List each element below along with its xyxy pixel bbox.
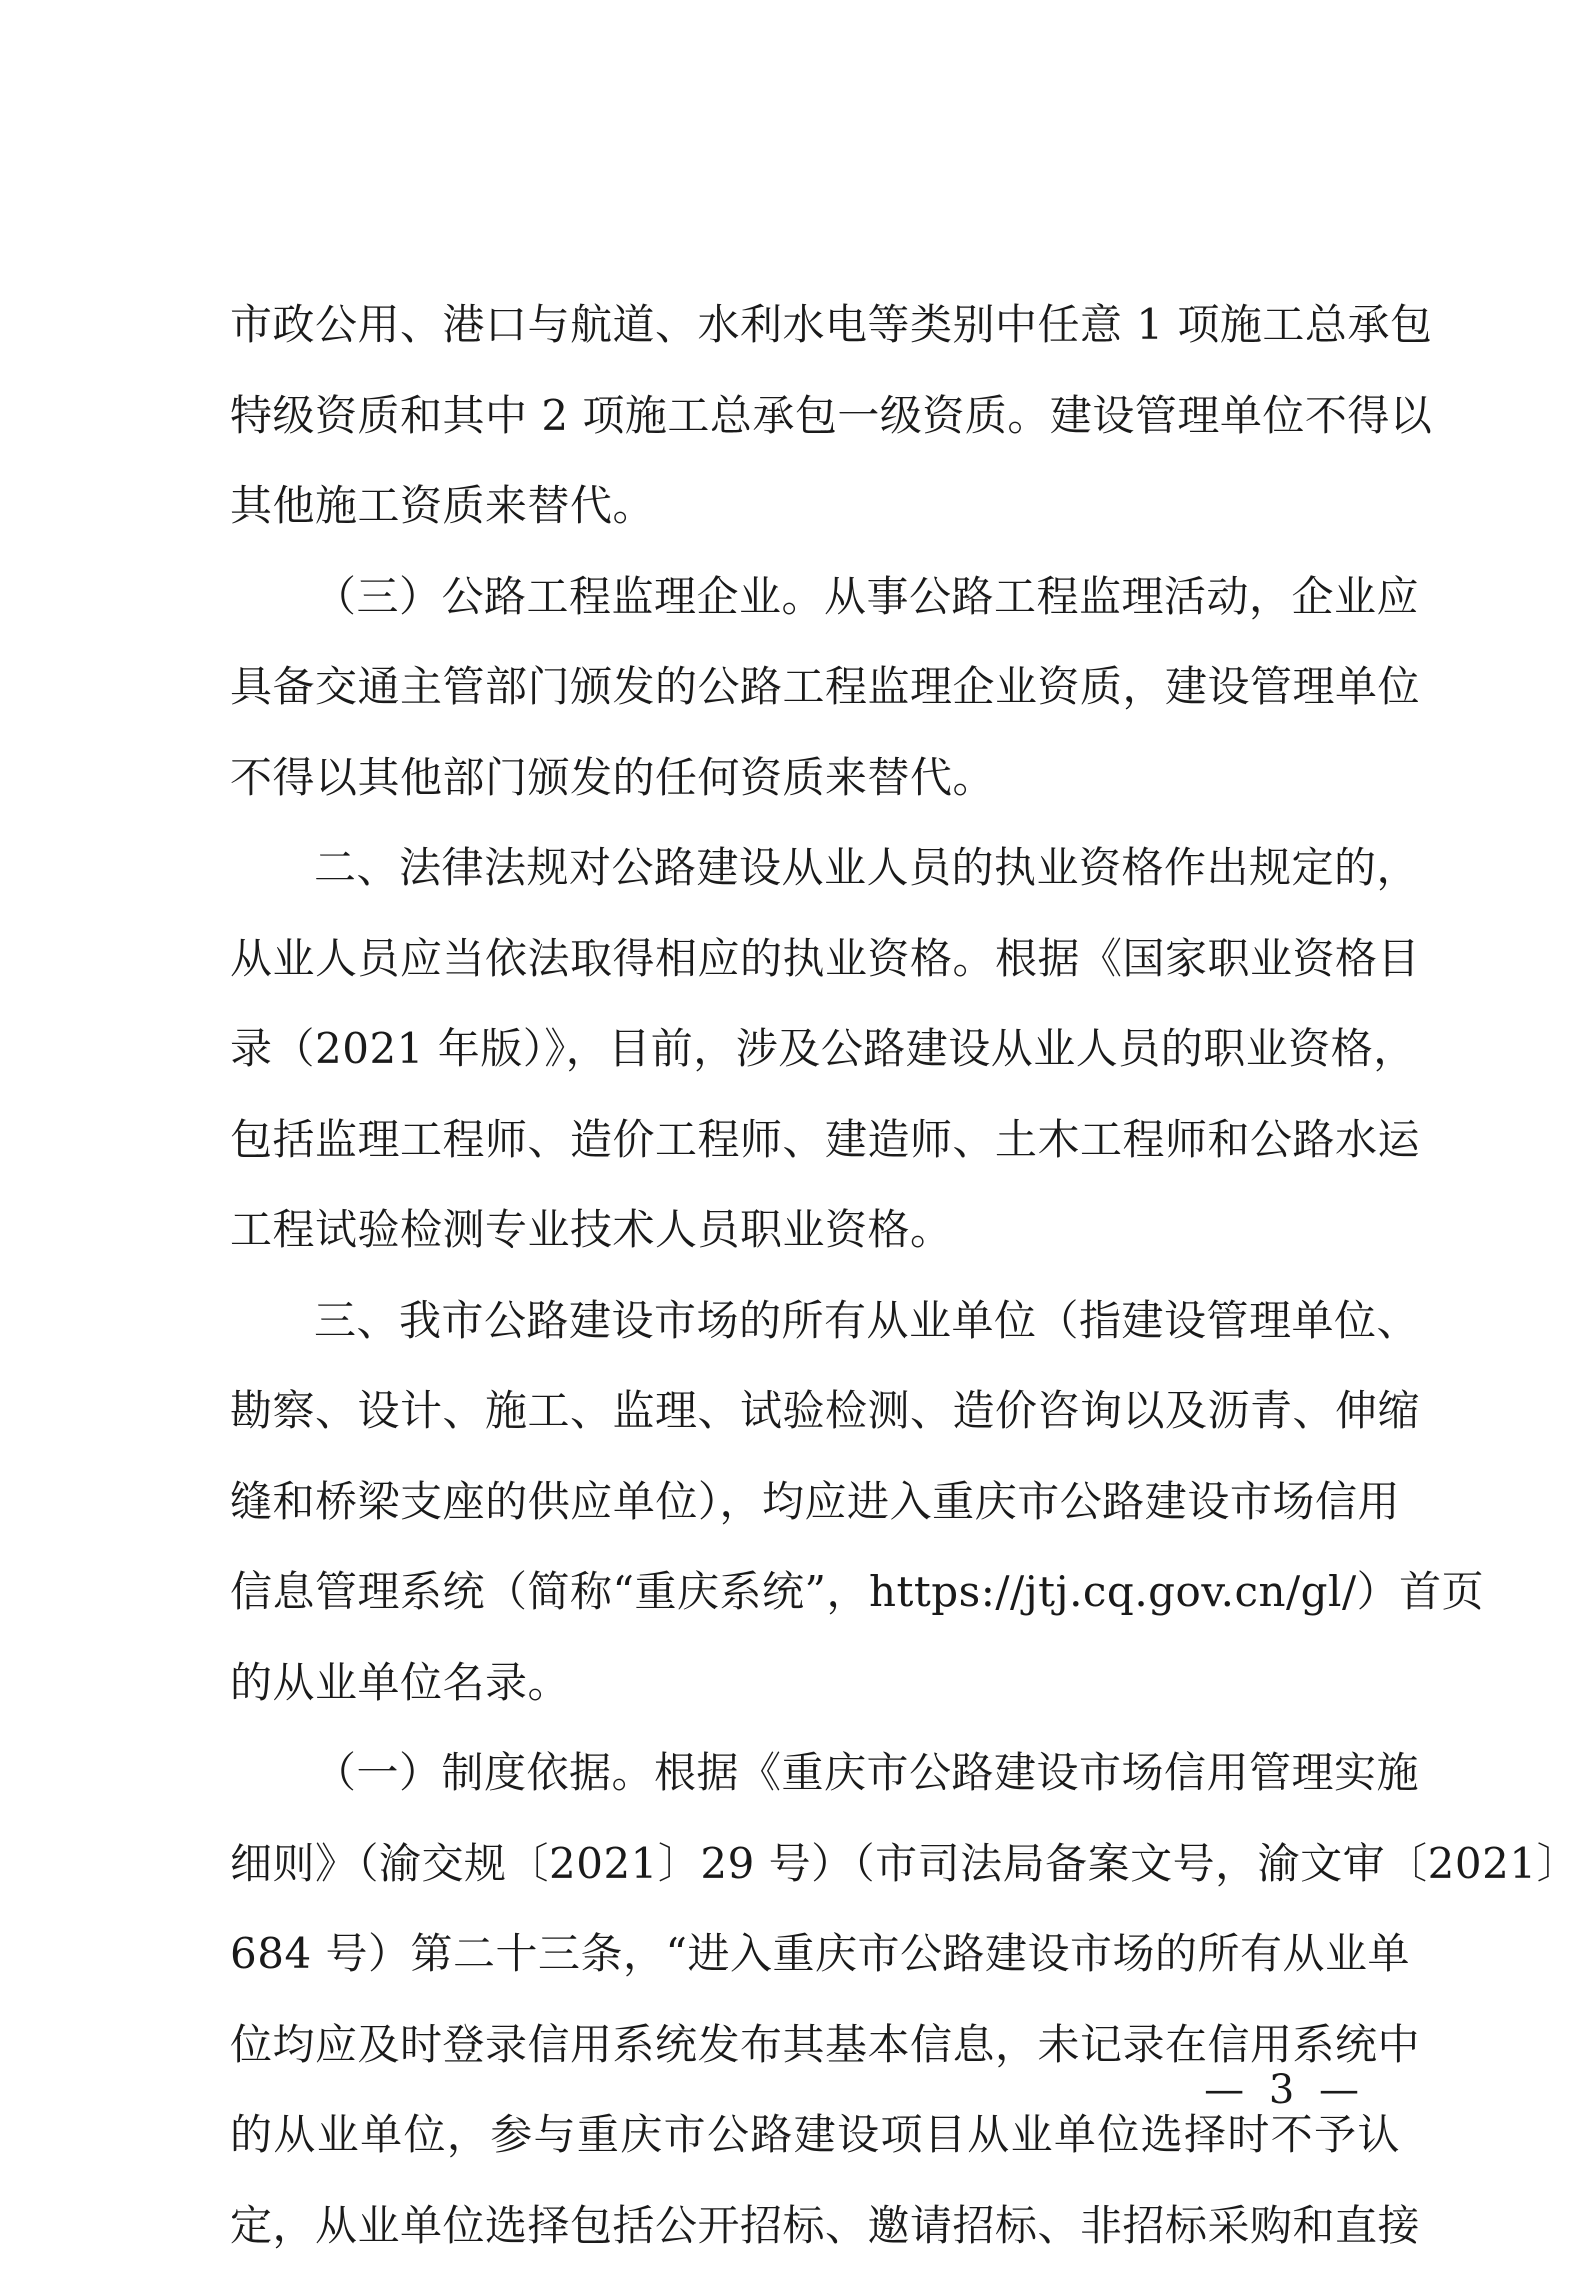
document-body <box>230 280 1400 2271</box>
text-line: 录（2021 年版）》，目前，涉及公路建设从业人员的职业资格， <box>230 1004 1400 1095</box>
text-line: 细则》（渝交规〔2021〕29 号）（市司法局备案文号，渝文审〔2021〕 <box>230 1819 1400 1910</box>
text-line: （一）制度依据。根据《重庆市公路建设市场信用管理实施 <box>230 1728 1400 1819</box>
text-line: 市政公用、港口与航道、水利水电等类别中任意 1 项施工总承包 <box>230 280 1400 371</box>
text-line: 从业人员应当依法取得相应的执业资格。根据《国家职业资格目 <box>230 914 1400 1005</box>
text-line: 勘察、设计、施工、监理、试验检测、造价咨询以及沥青、伸缩 <box>230 1366 1400 1457</box>
text-line: （三）公路工程监理企业。从事公路工程监理活动，企业应 <box>230 552 1400 643</box>
text-line: 信息管理系统（简称“重庆系统”，https://jtj.cq.gov.cn/gl/）首页 <box>230 1547 1400 1638</box>
text-line: 其他施工资质来替代。 <box>230 461 1400 552</box>
paragraph-qualification-continuation <box>230 280 1400 552</box>
paragraph-supervision-enterprise <box>230 552 1400 824</box>
text-line: 特级资质和其中 2 项施工总承包一级资质。建设管理单位不得以 <box>230 371 1400 462</box>
text-line: 定，从业单位选择包括公开招标、邀请招标、非招标采购和直接 <box>230 2181 1400 2271</box>
text-line: 三、我市公路建设市场的所有从业单位（指建设管理单位、 <box>230 1276 1400 1367</box>
paragraph-institutional-basis <box>230 1728 1400 2271</box>
text-line: 缝和桥梁支座的供应单位），均应进入重庆市公路建设市场信用 <box>230 1457 1400 1548</box>
text-line: 不得以其他部门颁发的任何资质来替代。 <box>230 733 1400 824</box>
page-number: — 3 — <box>1204 2060 1365 2120</box>
paragraph-market-entities <box>230 1276 1400 1729</box>
text-line: 位均应及时登录信用系统发布其基本信息，未记录在信用系统中 <box>230 2000 1400 2091</box>
text-line: 包括监理工程师、造价工程师、建造师、土木工程师和公路水运 <box>230 1095 1400 1186</box>
text-line: 工程试验检测专业技术人员职业资格。 <box>230 1185 1400 1276</box>
paragraph-practitioner-qualification <box>230 823 1400 1276</box>
text-line: 的从业单位，参与重庆市公路建设项目从业单位选择时不予认 <box>230 2090 1400 2181</box>
text-line: 的从业单位名录。 <box>230 1638 1400 1729</box>
text-line: 684 号）第二十三条，“进入重庆市公路建设市场的所有从业单 <box>230 1909 1400 2000</box>
text-line: 具备交通主管部门颁发的公路工程监理企业资质，建设管理单位 <box>230 642 1400 733</box>
text-line: 二、法律法规对公路建设从业人员的执业资格作出规定的， <box>230 823 1400 914</box>
